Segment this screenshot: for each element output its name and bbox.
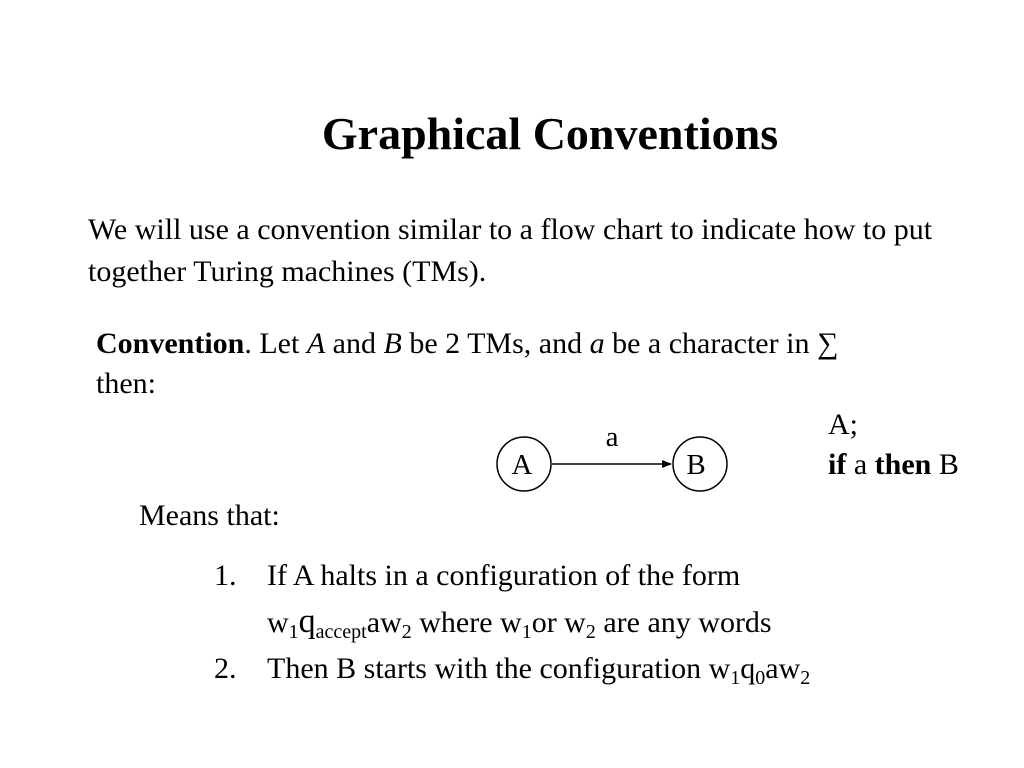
formula-sub-accept: accept xyxy=(315,621,367,643)
formula-aw: aw xyxy=(765,652,801,685)
node-a-label: A xyxy=(511,449,533,481)
semantics-char: a xyxy=(846,448,875,481)
convention-paragraph xyxy=(96,324,976,404)
convention-var-a-machine: A xyxy=(306,327,326,360)
formula-sub: 1 xyxy=(730,667,741,689)
edge-label: a xyxy=(605,421,619,453)
list-item-1-text: where w xyxy=(411,606,522,639)
list-item-1-text: or w xyxy=(531,606,586,639)
intro-paragraph: We will use a convention similar to a flow chart to indicate how to put together Turing machines (TMs). xyxy=(88,213,933,288)
formula-sub: 2 xyxy=(585,621,596,643)
semantics-line-1: A; xyxy=(828,408,858,441)
semantics-line-2 xyxy=(828,445,1018,485)
formula-q: q xyxy=(298,603,316,640)
list-item-1-line-2 xyxy=(267,599,1014,646)
convention-text-2: and xyxy=(325,327,384,360)
list-item xyxy=(214,646,1014,692)
list-item-1-line-1: If A halts in a configuration of the form xyxy=(267,559,741,592)
formula-aw: aw xyxy=(366,606,402,639)
list-number: 2. xyxy=(214,652,237,685)
keyword-if: if xyxy=(828,448,847,481)
list-item-2-line-1 xyxy=(267,646,1014,692)
convention-text-4: be a character in xyxy=(604,327,817,360)
semantics-machine-b: B xyxy=(931,448,959,481)
list-item-2-text: Then B starts with the configuration w xyxy=(267,652,731,685)
page-title: Graphical Conventions xyxy=(321,108,779,159)
convention-var-b-machine: B xyxy=(383,327,402,360)
formula-w: w xyxy=(267,606,289,639)
formula-sub: 1 xyxy=(521,621,532,643)
list-item xyxy=(214,553,1014,646)
tm-composition-diagram xyxy=(496,420,736,500)
formula-sub: 1 xyxy=(288,621,299,643)
formula-q: q xyxy=(740,652,756,685)
formula-sub: 2 xyxy=(401,621,412,643)
convention-text-3: be 2 TMs, and xyxy=(401,327,590,360)
convention-text-5: then: xyxy=(96,367,156,400)
list-number: 1. xyxy=(214,559,237,592)
formula-sub: 2 xyxy=(800,667,811,689)
convention-text-1: . Let xyxy=(244,327,307,360)
convention-var-a-char: a xyxy=(589,327,605,360)
means-that-label: Means that: xyxy=(139,499,280,532)
convention-label: Convention xyxy=(96,327,245,360)
formula-sub: 0 xyxy=(755,667,766,689)
node-b-label: B xyxy=(686,449,706,481)
keyword-then: then xyxy=(874,448,932,481)
sigma-symbol: ∑ xyxy=(816,327,839,360)
semantics-block xyxy=(828,405,1018,485)
numbered-list xyxy=(214,553,1014,692)
list-item-1-text: are any words xyxy=(595,606,772,639)
